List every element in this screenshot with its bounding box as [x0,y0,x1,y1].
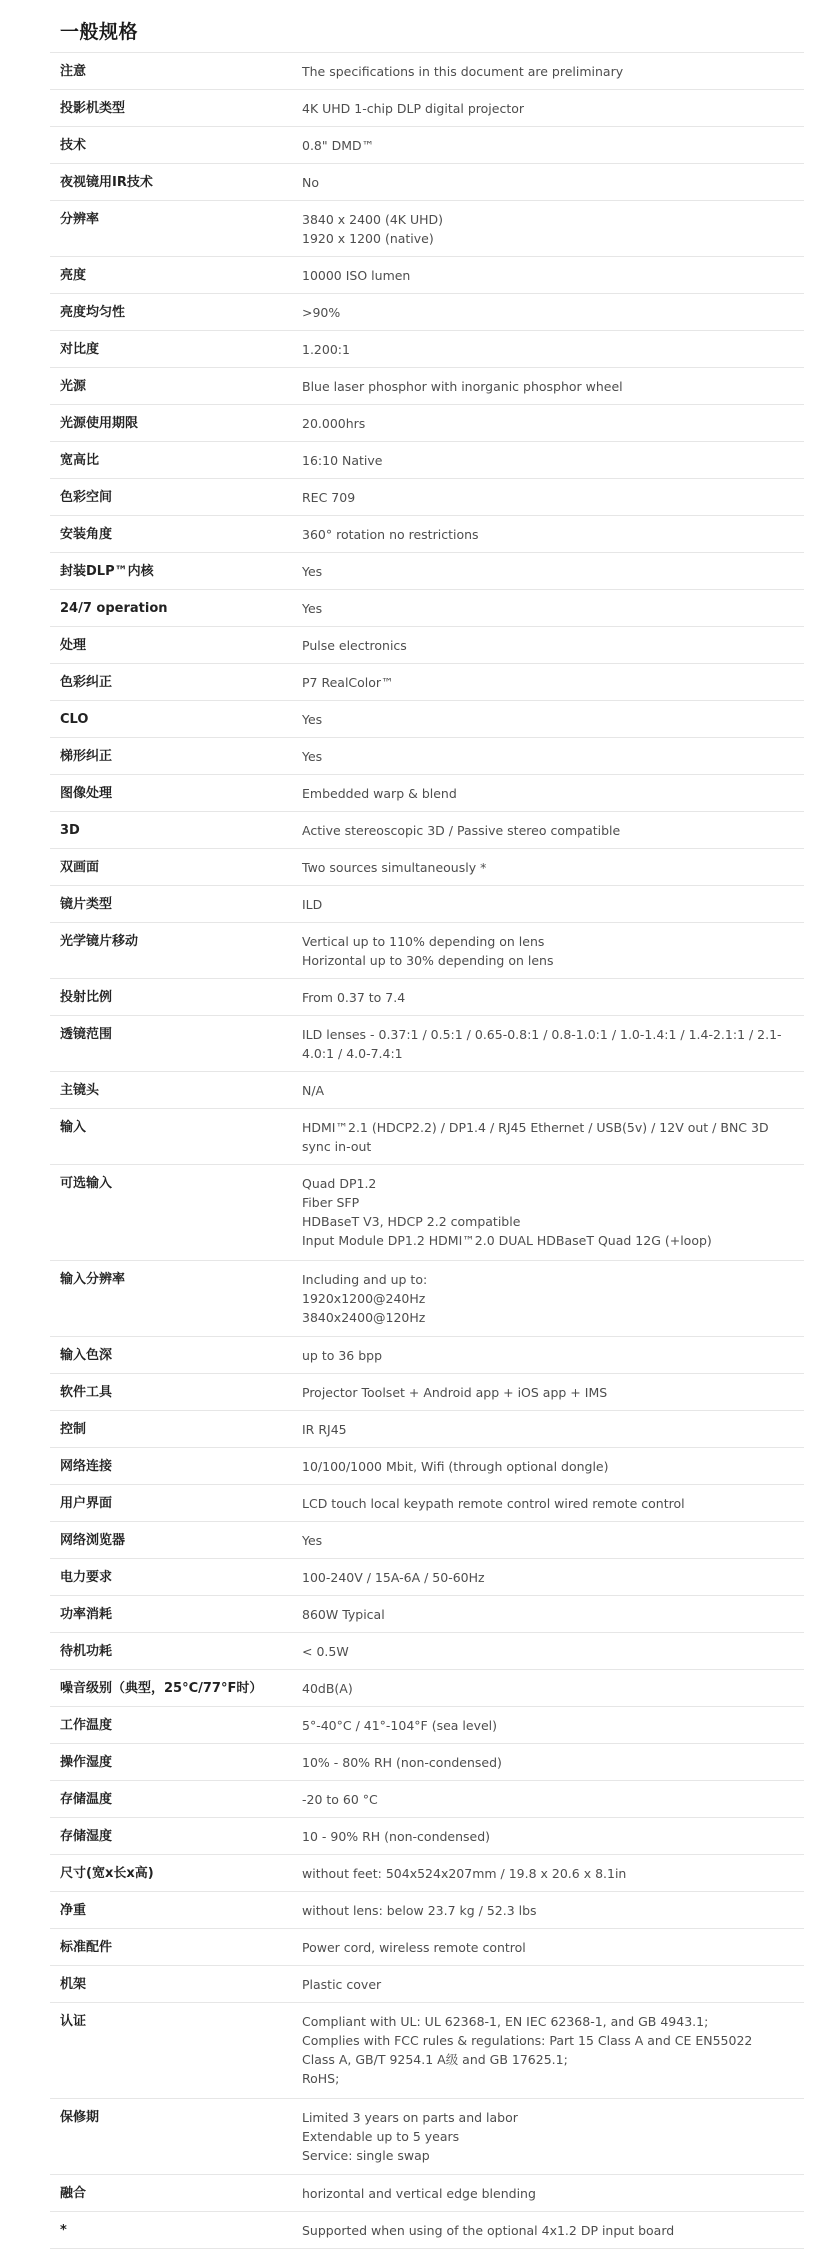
spec-row [50,368,804,405]
spec-row [50,479,804,516]
spec-value-line: Yes [302,601,323,616]
spec-value [302,1522,804,1558]
spec-value [302,812,804,848]
spec-row [50,812,804,849]
spec-value [302,775,804,811]
spec-label: 光学镜片移动 [60,934,139,949]
spec-row [50,1411,804,1448]
spec-value [302,368,804,404]
spec-label: 净重 [60,1903,87,1918]
spec-row [50,1559,804,1596]
spec-label: 24/7 operation [60,601,168,616]
spec-label: 透镜范围 [60,1027,113,1042]
spec-label: 投射比例 [60,990,113,1005]
spec-value [302,442,804,478]
spec-row [50,127,804,164]
spec-label: 安装角度 [60,527,113,542]
spec-value-line: sync in-out [302,1139,372,1154]
spec-value [302,1165,804,1260]
spec-row [50,2212,804,2249]
spec-value-line: Input Module DP1.2 HDMI™2.0 DUAL HDBaseT Quad 12G (+loop) [302,1233,712,1248]
spec-row [50,627,804,664]
spec-value [302,923,804,978]
spec-row [50,1448,804,1485]
spec-value [302,1855,804,1891]
spec-label: 融合 [60,2186,87,2201]
spec-value [302,627,804,663]
spec-value [302,53,804,89]
spec-value [302,479,804,515]
spec-row [50,590,804,627]
spec-value-line: Yes [302,564,323,579]
spec-value [302,1374,804,1410]
spec-label: 图像处理 [60,786,113,801]
spec-label: 色彩空间 [60,490,113,505]
spec-row [50,553,804,590]
spec-value-line: 5°-40°C / 41°-104°F (sea level) [302,1718,498,1733]
spec-row [50,738,804,775]
spec-value-line: 100-240V / 15A-6A / 50-60Hz [302,1570,485,1585]
spec-label: 网络连接 [60,1459,113,1474]
spec-row [50,1818,804,1855]
spec-value [302,1744,804,1780]
spec-value [302,1016,804,1071]
spec-label: 机架 [60,1977,87,1992]
spec-value [302,1109,804,1164]
spec-row [50,923,804,979]
spec-value [302,1707,804,1743]
spec-value-line: P7 RealColor™ [302,675,394,690]
spec-value-line: Vertical up to 110% depending on lens [302,934,545,949]
spec-label: 操作湿度 [60,1755,113,1770]
spec-row [50,1485,804,1522]
spec-row [50,1165,804,1261]
spec-value-line: Compliant with UL: UL 62368-1, EN IEC 62368-1, and GB 4943.1; [302,2014,709,2029]
spec-value [302,1559,804,1595]
spec-value [302,1781,804,1817]
spec-label: 光源 [60,379,87,394]
spec-row [50,90,804,127]
spec-label: 梯形纠正 [60,749,113,764]
spec-value [302,1966,804,2002]
spec-value-line: Horizontal up to 30% depending on lens [302,953,554,968]
spec-value [302,553,804,589]
spec-row [50,1966,804,2003]
spec-value [302,1818,804,1854]
spec-value-line: 40dB(A) [302,1681,353,1696]
spec-label: 噪音级别（典型，25°C/77°F时） [60,1681,263,1696]
spec-value-line: Yes [302,1533,323,1548]
spec-value-line: From 0.37 to 7.4 [302,990,406,1005]
spec-label: 镜片类型 [60,897,113,912]
spec-value-line: REC 709 [302,490,356,505]
spec-row [50,294,804,331]
spec-value [302,590,804,626]
spec-row [50,979,804,1016]
spec-label: 输入 [60,1120,87,1135]
spec-label: 待机功耗 [60,1644,113,1659]
spec-value-line: >90% [302,305,341,320]
spec-value-line: Power cord, wireless remote control [302,1940,526,1955]
spec-value [302,1929,804,1965]
spec-value-line: 4K UHD 1-chip DLP digital projector [302,101,525,116]
page-title: 一般规格 [60,21,139,43]
spec-row [50,442,804,479]
spec-value-line: Embedded warp & blend [302,786,457,801]
spec-label: 3D [60,823,80,838]
spec-value [302,979,804,1015]
spec-label: 封装DLP™内核 [60,564,154,579]
spec-row [50,1707,804,1744]
spec-value-line: without lens: below 23.7 kg / 52.3 lbs [302,1903,537,1918]
spec-value-line: Complies with FCC rules & regulations: Part 15 Class A and CE EN55022 [302,2033,753,2048]
spec-value-line: N/A [302,1083,325,1098]
spec-value-line: 16:10 Native [302,453,383,468]
spec-label: 功率消耗 [60,1607,113,1622]
spec-label: 标准配件 [60,1940,113,1955]
spec-label: 夜视镜用IR技术 [60,175,153,190]
spec-value [302,2175,804,2211]
spec-value-line: Projector Toolset + Android app + iOS app + IMS [302,1385,608,1400]
spec-row [50,2099,804,2175]
spec-row [50,775,804,812]
spec-label: 技术 [60,138,87,153]
spec-value-line: HDBaseT V3, HDCP 2.2 compatible [302,1214,521,1229]
spec-value-line: RoHS; [302,2071,340,2086]
spec-table [50,52,804,2249]
spec-row [50,1855,804,1892]
spec-value-line: Blue laser phosphor with inorganic phosphor wheel [302,379,623,394]
spec-value-line: LCD touch local keypath remote control wired remote control [302,1496,685,1511]
spec-label: 尺寸(宽x长x高) [60,1866,154,1881]
spec-row [50,201,804,257]
spec-row [50,331,804,368]
spec-value-line: 1920x1200@240Hz [302,1291,426,1306]
spec-label: 可选输入 [60,1176,113,1191]
spec-value-line: 10% - 80% RH (non-condensed) [302,1755,502,1770]
spec-row [50,257,804,294]
spec-label: 输入色深 [60,1348,113,1363]
spec-row [50,1109,804,1165]
spec-row [50,701,804,738]
spec-row [50,1016,804,1072]
spec-value [302,90,804,126]
spec-label: 输入分辨率 [60,1272,126,1287]
spec-value [302,849,804,885]
spec-value-line: horizontal and vertical edge blending [302,2186,536,2201]
spec-label: 投影机类型 [60,101,126,116]
spec-label: 处理 [60,638,87,653]
spec-value [302,664,804,700]
spec-value-line: ILD [302,897,323,912]
spec-value-line: IR RJ45 [302,1422,347,1437]
spec-value-line: Pulse electronics [302,638,407,653]
spec-row [50,2003,804,2099]
spec-row [50,1337,804,1374]
spec-value-line: Limited 3 years on parts and labor [302,2110,518,2125]
spec-label: 软件工具 [60,1385,113,1400]
spec-value-line: Extendable up to 5 years [302,2129,460,2144]
spec-value [302,2003,804,2098]
spec-value-line: 360° rotation no restrictions [302,527,479,542]
spec-value-line: Quad DP1.2 [302,1176,377,1191]
spec-value-line: < 0.5W [302,1644,349,1659]
spec-value [302,1485,804,1521]
spec-label: 控制 [60,1422,87,1437]
spec-value [302,738,804,774]
spec-value-line: 1920 x 1200 (native) [302,231,434,246]
spec-value [302,331,804,367]
spec-row [50,1374,804,1411]
spec-label: 注意 [60,64,87,79]
spec-row [50,1072,804,1109]
spec-label: 保修期 [60,2110,100,2125]
spec-row [50,886,804,923]
spec-value-line: Active stereoscopic 3D / Passive stereo compatible [302,823,621,838]
spec-value-line: Supported when using of the optional 4x1.2 DP input board [302,2223,675,2238]
spec-row [50,405,804,442]
spec-value [302,1892,804,1928]
spec-row [50,164,804,201]
spec-value-line: without feet: 504x524x207mm / 19.8 x 20.6 x 8.1in [302,1866,627,1881]
spec-value-line: ILD lenses - 0.37:1 / 0.5:1 / 0.65-0.8:1 / 0.8-1.0:1 / 1.0-1.4:1 / 1.4-2.1:1 / 2.1- [302,1027,782,1042]
spec-value [302,1072,804,1108]
spec-value [302,127,804,163]
spec-label: 双画面 [60,860,100,875]
spec-value-line: Including and up to: [302,1272,428,1287]
spec-value [302,1670,804,1706]
spec-value-line: Yes [302,749,323,764]
spec-value [302,257,804,293]
spec-row [50,1744,804,1781]
spec-label: 主镜头 [60,1083,100,1098]
spec-value-line: -20 to 60 °C [302,1792,378,1807]
spec-value-line: 3840 x 2400 (4K UHD) [302,212,443,227]
spec-value [302,1596,804,1632]
spec-value-line: Yes [302,712,323,727]
spec-label: CLO [60,712,89,727]
spec-value [302,1411,804,1447]
spec-row [50,1633,804,1670]
spec-label: 网络浏览器 [60,1533,126,1548]
spec-value-line: Service: single swap [302,2148,430,2163]
spec-row [50,1929,804,1966]
spec-value-line: HDMI™2.1 (HDCP2.2) / DP1.4 / RJ45 Ethernet / USB(5v) / 12V out / BNC 3D [302,1120,769,1135]
spec-value [302,1633,804,1669]
spec-row [50,1670,804,1707]
spec-value-line: 10 - 90% RH (non-condensed) [302,1829,491,1844]
spec-label: 宽高比 [60,453,100,468]
spec-label: 存储温度 [60,1792,113,1807]
spec-label: 亮度均匀性 [60,305,126,320]
spec-row [50,1781,804,1818]
spec-row [50,516,804,553]
spec-label: 电力要求 [60,1570,113,1585]
spec-value [302,1261,804,1336]
spec-value-line: The specifications in this document are preliminary [302,64,624,79]
spec-label: 认证 [60,2014,87,2029]
spec-label: 分辨率 [60,212,100,227]
spec-label: 光源使用期限 [60,416,139,431]
spec-value-line: 0.8" DMD™ [302,138,375,153]
spec-label: 工作温度 [60,1718,113,1733]
spec-value [302,1448,804,1484]
spec-value [302,2099,804,2174]
spec-value-line: 3840x2400@120Hz [302,1310,426,1325]
spec-label: 用户界面 [60,1496,113,1511]
spec-value [302,201,804,256]
spec-label: 对比度 [60,342,100,357]
spec-value-line: No [302,175,319,190]
spec-label: 存储湿度 [60,1829,113,1844]
spec-value [302,1337,804,1373]
spec-value-line: 10/100/1000 Mbit, Wifi (through optional dongle) [302,1459,609,1474]
spec-row [50,2175,804,2212]
spec-value-line: Two sources simultaneously * [302,860,487,875]
spec-label: 色彩纠正 [60,675,113,690]
spec-value-line: up to 36 bpp [302,1348,383,1363]
spec-row [50,1261,804,1337]
spec-value-line: Plastic cover [302,1977,382,1992]
spec-row [50,849,804,886]
spec-row [50,1522,804,1559]
spec-value [302,2212,804,2248]
spec-value [302,516,804,552]
spec-value-line: 4.0:1 / 4.0-7.4:1 [302,1046,403,1061]
spec-value [302,405,804,441]
spec-value [302,164,804,200]
spec-row [50,664,804,701]
spec-value-line: Fiber SFP [302,1195,360,1210]
spec-value-line: 1.200:1 [302,342,350,357]
spec-label: 亮度 [60,268,87,283]
spec-row [50,1892,804,1929]
spec-value [302,701,804,737]
spec-value [302,294,804,330]
spec-value-line: 10000 ISO lumen [302,268,411,283]
spec-row [50,53,804,90]
spec-value-line: 860W Typical [302,1607,385,1622]
spec-label: * [60,2223,67,2238]
spec-value-line: Class A, GB/T 9254.1 A级 and GB 17625.1; [302,2052,568,2067]
spec-value-line: 20.000hrs [302,416,366,431]
spec-row [50,1596,804,1633]
spec-value [302,886,804,922]
